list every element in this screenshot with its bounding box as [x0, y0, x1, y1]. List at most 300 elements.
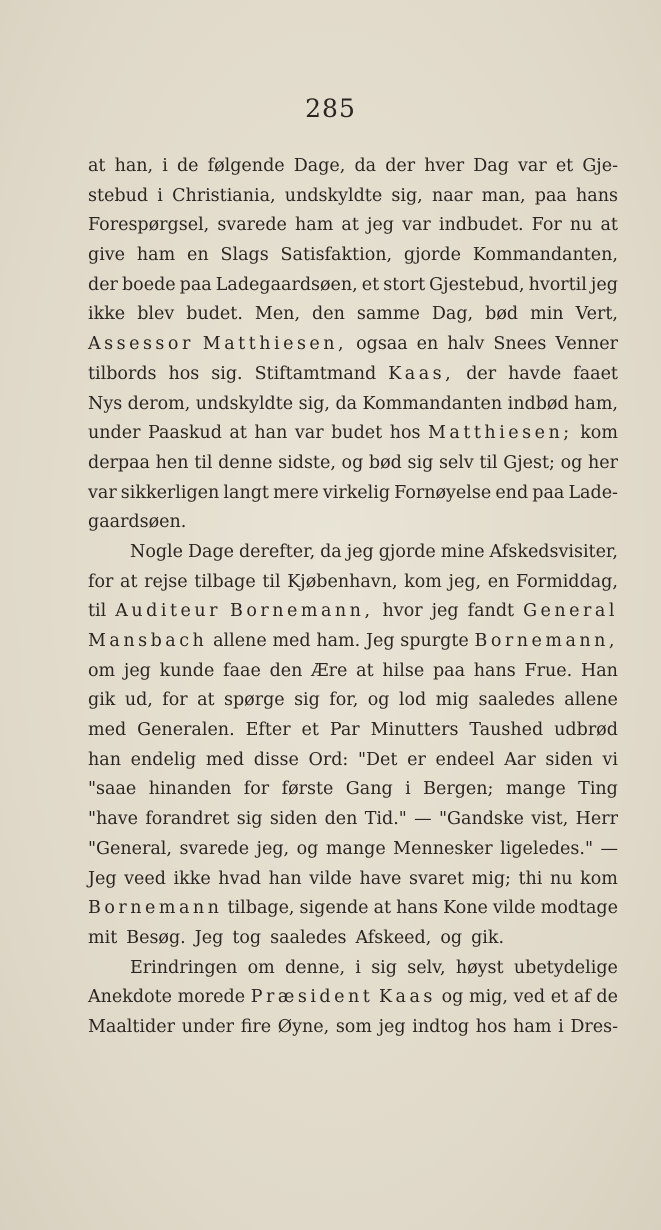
- word: svarede: [179, 838, 250, 859]
- word: med: [272, 631, 311, 651]
- word: undskyldte: [195, 393, 294, 414]
- word: fandt: [467, 601, 515, 622]
- word: endelig: [130, 749, 197, 770]
- text-line: [88, 805, 618, 835]
- word: give: [88, 245, 126, 266]
- text-line: [88, 568, 618, 598]
- word: jeg: [123, 660, 151, 681]
- word: Formiddag,: [516, 571, 618, 592]
- word: modtage: [540, 898, 618, 919]
- word: stort: [383, 274, 426, 295]
- word: faaet: [573, 363, 618, 384]
- word: at: [341, 215, 359, 236]
- word: der: [466, 363, 497, 384]
- word: indbød: [507, 393, 569, 414]
- word: den: [269, 660, 303, 681]
- text-line: [88, 627, 618, 657]
- word: Men,: [254, 304, 301, 325]
- word: Aar: [504, 749, 536, 770]
- word: have: [359, 868, 402, 889]
- word: sig.: [211, 363, 243, 384]
- text-line: [88, 508, 618, 538]
- word: Gang: [345, 779, 393, 800]
- word: mig: [435, 690, 470, 711]
- word: ham.: [316, 631, 361, 651]
- word: Efter: [245, 720, 291, 741]
- word: Ting: [578, 779, 618, 800]
- word: ham,: [574, 393, 618, 414]
- word: Præsident: [250, 987, 374, 1008]
- text-line: [88, 686, 618, 716]
- word: Bornemann,: [230, 601, 374, 622]
- word: hver: [424, 156, 465, 176]
- page-number: 285: [305, 94, 356, 123]
- word: Han: [580, 660, 618, 681]
- word: end: [495, 482, 529, 503]
- text-line: [88, 449, 618, 479]
- word: kom: [580, 423, 618, 444]
- word: indbudet.: [438, 215, 524, 236]
- word: svaret: [408, 868, 465, 889]
- word: Mennesker: [393, 838, 493, 859]
- word: Maaltider: [88, 1016, 175, 1037]
- word: ikke: [173, 868, 211, 889]
- word: naar: [431, 185, 473, 206]
- text-line: [88, 419, 618, 449]
- word: For: [531, 215, 562, 236]
- word: saaledes: [270, 927, 347, 948]
- word: stebud: [88, 185, 149, 206]
- word: Kjøbenhavn,: [287, 571, 398, 592]
- text-line: [88, 479, 618, 509]
- word: gaardsøen.: [88, 512, 187, 533]
- word: hos: [168, 363, 200, 384]
- word: sig: [294, 690, 320, 711]
- word: af: [573, 987, 591, 1008]
- word: han: [268, 868, 302, 889]
- word: at: [356, 660, 374, 681]
- word: hvad: [218, 868, 262, 889]
- word: mig,: [468, 987, 508, 1008]
- word: de: [176, 156, 199, 176]
- text-line: [88, 775, 618, 805]
- word: kunde: [159, 660, 215, 681]
- word: vilde: [309, 868, 352, 889]
- word: denne,: [284, 957, 346, 978]
- word: at: [197, 690, 215, 711]
- word: "General,: [88, 838, 172, 859]
- text-line: [88, 924, 618, 954]
- word: bød: [368, 452, 402, 473]
- word: Paaskud: [147, 423, 222, 444]
- word: til: [479, 452, 498, 473]
- word: allene: [213, 631, 267, 651]
- word: paa: [432, 660, 466, 681]
- word: han,: [114, 156, 154, 176]
- word: Gjestebud,: [429, 274, 525, 295]
- word: Bornemann,: [474, 631, 618, 651]
- text-line: [88, 657, 618, 687]
- word: hilse: [382, 660, 425, 681]
- word: de: [596, 987, 618, 1008]
- word: veed: [124, 868, 166, 889]
- word: om: [247, 957, 275, 978]
- word: sig: [407, 452, 434, 473]
- text-line: [88, 300, 618, 330]
- word: til: [262, 571, 281, 592]
- word: gjorde: [378, 541, 436, 562]
- word: under: [88, 423, 141, 444]
- word: et: [361, 274, 380, 295]
- word: i: [157, 185, 163, 206]
- word: svarede: [217, 215, 287, 236]
- word: kom: [580, 868, 618, 889]
- word: Snees: [493, 334, 547, 355]
- word: ogsaa: [356, 334, 408, 355]
- word: hen: [155, 452, 189, 473]
- word: Minutters: [370, 720, 459, 741]
- word: hos: [475, 1016, 507, 1037]
- word: Kaas,: [388, 363, 455, 384]
- text-line: [88, 894, 618, 924]
- word: han: [254, 423, 288, 444]
- word: et: [301, 720, 319, 741]
- word: paa: [532, 482, 565, 503]
- word: Jeg: [365, 631, 395, 651]
- word: "Det: [357, 749, 398, 770]
- word: for,: [329, 690, 359, 711]
- word: —: [414, 809, 432, 830]
- word: Gje-: [582, 156, 618, 176]
- text-line: [88, 182, 618, 212]
- word: Dag: [473, 156, 509, 176]
- word: Anekdote: [88, 987, 172, 1008]
- word: havde: [508, 363, 562, 384]
- word: paa: [534, 185, 567, 206]
- word: var: [402, 215, 431, 236]
- body-text: [88, 152, 618, 1043]
- word: budet: [331, 423, 383, 444]
- word: Stiftamtmand: [254, 363, 377, 384]
- word: bød: [485, 304, 519, 325]
- word: Dage,: [293, 156, 346, 176]
- word: nu: [549, 868, 573, 889]
- word: forandret: [145, 809, 230, 830]
- word: derpaa: [88, 452, 150, 473]
- word: tog: [232, 927, 262, 948]
- word: Dag,: [431, 304, 474, 325]
- word: siden: [545, 749, 593, 770]
- word: Kommandanten: [362, 393, 503, 414]
- word: var: [88, 482, 117, 503]
- word: for: [162, 690, 188, 711]
- word: Assessor: [88, 334, 194, 355]
- text-line: [88, 360, 618, 390]
- word: sikkerligen: [120, 482, 220, 503]
- word: mine: [440, 541, 485, 562]
- word: —: [600, 838, 618, 859]
- word: hvortil: [528, 274, 587, 295]
- word: første: [281, 779, 334, 800]
- text-line: [88, 835, 618, 865]
- word: tilbage: [194, 571, 256, 592]
- word: mit: [88, 927, 118, 948]
- word: Ære: [311, 660, 348, 681]
- word: og: [560, 452, 583, 473]
- word: et: [555, 156, 574, 176]
- word: thi: [518, 868, 543, 889]
- word: Tid.": [364, 809, 407, 830]
- word: ham: [295, 215, 334, 236]
- word: tilbage,: [227, 898, 295, 919]
- word: siden: [269, 809, 318, 830]
- word: at: [600, 215, 618, 236]
- word: ham: [136, 245, 176, 266]
- word: der: [88, 274, 118, 295]
- word: er: [407, 749, 426, 770]
- word: virkelig: [322, 482, 391, 503]
- word: Taushed: [469, 720, 544, 741]
- word: udbrød: [554, 720, 618, 741]
- word: til: [194, 452, 213, 473]
- word: for: [88, 571, 114, 592]
- word: endeel: [435, 749, 495, 770]
- word: Generalen.: [137, 720, 235, 741]
- word: ligeledes.": [500, 838, 593, 859]
- word: her: [587, 452, 618, 473]
- word: jeg,: [448, 571, 482, 592]
- word: Fornøyelse: [394, 482, 492, 503]
- word: Matthiesen,: [202, 334, 348, 355]
- word: Bergen;: [423, 779, 494, 800]
- word: "saae: [88, 779, 137, 800]
- word: jeg: [431, 601, 459, 622]
- word: Afskedsvisiter,: [489, 541, 618, 562]
- word: mig;: [471, 868, 511, 889]
- word: da: [335, 393, 358, 414]
- word: man,: [481, 185, 526, 206]
- word: Jeg: [194, 927, 224, 948]
- word: sig,: [391, 185, 423, 206]
- word: rejse: [144, 571, 188, 592]
- word: jeg,: [256, 838, 290, 859]
- text-line: [88, 746, 618, 776]
- word: samme: [356, 304, 420, 325]
- word: at: [120, 571, 138, 592]
- text-line: [88, 390, 618, 420]
- word: hvor: [382, 601, 423, 622]
- word: nu: [569, 215, 593, 236]
- word: mange: [505, 779, 566, 800]
- word: budet.: [186, 304, 243, 325]
- word: hinanden: [148, 779, 232, 800]
- word: Lade-: [568, 482, 618, 503]
- word: ubetydelige: [513, 957, 618, 978]
- word: fire: [240, 1016, 272, 1037]
- word: sig,: [298, 393, 330, 414]
- word: jeg: [366, 215, 394, 236]
- text-line: [88, 1013, 618, 1043]
- word: Bornemann: [88, 898, 223, 919]
- text-line: [88, 983, 618, 1013]
- word: Herr: [575, 809, 618, 830]
- text-line: [88, 954, 618, 984]
- word: en: [487, 571, 510, 592]
- word: Nogle: [130, 541, 184, 562]
- word: Vert,: [575, 304, 618, 325]
- word: og: [441, 987, 464, 1008]
- word: som: [335, 1016, 372, 1037]
- word: til: [88, 601, 107, 622]
- word: Dres-: [570, 1016, 618, 1037]
- word: var: [518, 156, 547, 176]
- word: en: [187, 245, 209, 266]
- word: Jeg: [88, 868, 117, 889]
- word: jeg: [378, 1016, 406, 1037]
- word: selv: [438, 452, 474, 473]
- word: Ord:: [308, 749, 349, 770]
- word: ikke: [88, 304, 126, 325]
- word: Forespørgsel,: [88, 215, 210, 236]
- word: Kone: [443, 898, 488, 919]
- word: spørge: [224, 690, 285, 711]
- word: min: [530, 304, 564, 325]
- word: Kaas: [378, 987, 436, 1008]
- word: Gjest;: [503, 452, 555, 473]
- word: jeg: [590, 274, 618, 295]
- word: indtog: [412, 1016, 470, 1037]
- word: Mansbach: [88, 631, 208, 651]
- word: denne: [218, 452, 273, 473]
- word: ud,: [124, 690, 153, 711]
- word: sidste,: [278, 452, 336, 473]
- word: var: [294, 423, 324, 444]
- word: langt: [223, 482, 269, 503]
- word: Ladegaardsøen,: [215, 274, 358, 295]
- text-line: [88, 271, 618, 301]
- word: Afskeed,: [355, 927, 432, 948]
- word: da: [320, 541, 342, 562]
- word: og: [341, 452, 364, 473]
- word: han: [88, 749, 121, 770]
- word: mange: [325, 838, 386, 859]
- word: at: [229, 423, 247, 444]
- word: i: [558, 1016, 564, 1037]
- word: boede: [121, 274, 176, 295]
- word: i: [162, 156, 168, 176]
- word: sig: [236, 809, 263, 830]
- word: Nys: [88, 393, 123, 414]
- word: Øyne,: [277, 1016, 330, 1037]
- word: og: [367, 690, 390, 711]
- word: allene: [564, 690, 618, 711]
- word: Besøg.: [126, 927, 186, 948]
- word: gik.: [471, 927, 505, 948]
- word: den: [324, 809, 358, 830]
- word: Kommandanten,: [472, 245, 618, 266]
- word: "Gandske: [438, 809, 524, 830]
- word: sig: [371, 957, 397, 978]
- word: med: [205, 749, 245, 770]
- word: disse: [253, 749, 299, 770]
- word: vi: [602, 749, 618, 770]
- text-line: [88, 597, 618, 627]
- text-line: [88, 241, 618, 271]
- word: følgende: [207, 156, 285, 176]
- word: ved: [513, 987, 546, 1008]
- word: derom,: [127, 393, 191, 414]
- word: Satisfaktion,: [280, 245, 393, 266]
- word: jeg: [346, 541, 374, 562]
- word: der: [385, 156, 416, 176]
- word: Par: [329, 720, 360, 741]
- word: og: [296, 838, 319, 859]
- word: General: [523, 601, 618, 622]
- word: at: [88, 156, 106, 176]
- word: tilbords: [88, 363, 157, 384]
- word: ham: [513, 1016, 552, 1037]
- word: blev: [137, 304, 175, 325]
- word: i: [355, 957, 361, 978]
- text-line: [88, 330, 618, 360]
- word: Matthiesen;: [428, 423, 573, 444]
- word: Erindringen: [130, 957, 238, 978]
- word: derefter,: [238, 541, 316, 562]
- text-line: [88, 211, 618, 241]
- word: at: [373, 898, 392, 919]
- word: paa: [179, 274, 212, 295]
- word: da: [354, 156, 377, 176]
- word: Venner: [555, 334, 618, 355]
- word: Auditeur: [115, 601, 221, 622]
- text-line: [88, 865, 618, 895]
- word: hans: [473, 660, 516, 681]
- word: lod: [398, 690, 427, 711]
- word: hans: [576, 185, 618, 206]
- word: sigende: [299, 898, 369, 919]
- word: Slags: [220, 245, 269, 266]
- word: gjorde: [403, 245, 461, 266]
- word: halv: [447, 334, 485, 355]
- word: gik: [88, 690, 116, 711]
- word: i: [405, 779, 411, 800]
- word: saaledes: [478, 690, 555, 711]
- word: vist,: [531, 809, 569, 830]
- word: under: [181, 1016, 235, 1037]
- word: og: [440, 927, 463, 948]
- word: mere: [273, 482, 319, 503]
- word: Dage: [187, 541, 235, 562]
- word: "have: [88, 809, 138, 830]
- word: faae: [223, 660, 261, 681]
- word: morede: [177, 987, 246, 1008]
- word: undskyldte: [284, 185, 383, 206]
- text-line: [88, 538, 618, 568]
- word: for: [243, 779, 270, 800]
- word: vilde: [492, 898, 536, 919]
- text-line: [88, 716, 618, 746]
- word: et: [550, 987, 569, 1008]
- word: om: [88, 660, 116, 681]
- word: spurgte: [400, 631, 469, 651]
- word: høyst: [455, 957, 504, 978]
- word: den: [312, 304, 345, 325]
- text-line: [88, 152, 618, 182]
- word: hans: [396, 898, 439, 919]
- word: med: [88, 720, 127, 741]
- word: selv,: [407, 957, 446, 978]
- word: en: [416, 334, 439, 355]
